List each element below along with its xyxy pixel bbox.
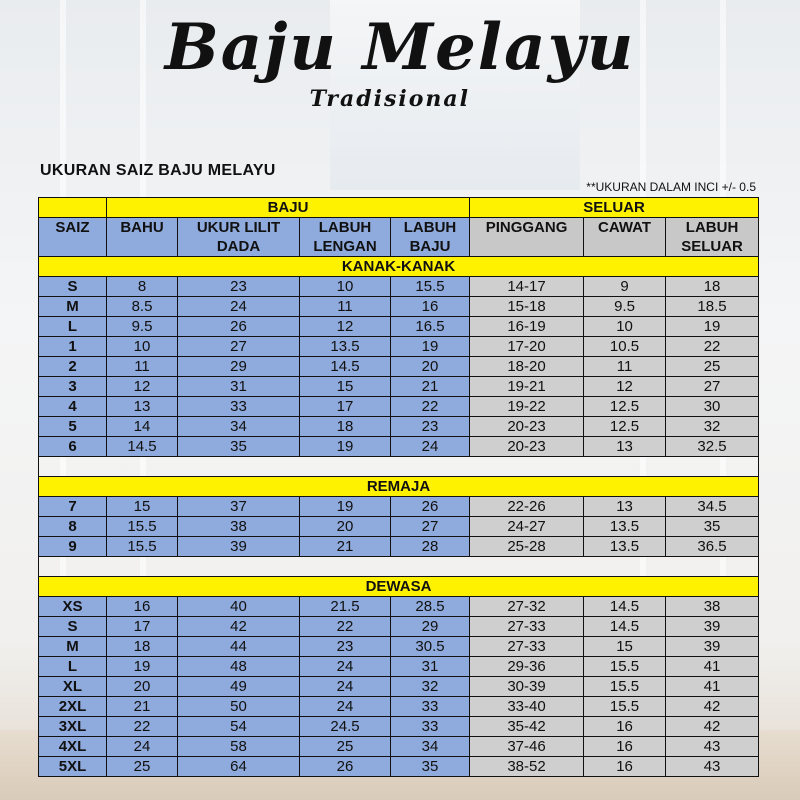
cell-dada: 35	[178, 437, 300, 457]
cell-cawat: 16	[584, 717, 666, 737]
cell-bahu: 25	[107, 757, 178, 777]
cell-pinggang: 20-23	[470, 417, 584, 437]
column-header-labuh-seluar: LABUH SELUAR	[666, 218, 759, 257]
cell-bahu: 15.5	[107, 537, 178, 557]
cell-labuh-baju: 21	[391, 377, 470, 397]
cell-labuh-baju: 19	[391, 337, 470, 357]
cell-size: L	[39, 317, 107, 337]
cell-labuh-baju: 24	[391, 437, 470, 457]
cell-labuh-lengan: 24.5	[300, 717, 391, 737]
cell-dada: 54	[178, 717, 300, 737]
cell-bahu: 10	[107, 337, 178, 357]
cell-labuh-seluar: 43	[666, 757, 759, 777]
cell-labuh-lengan: 24	[300, 677, 391, 697]
column-header-labuh-baju: LABUH BAJU	[391, 218, 470, 257]
cell-size: L	[39, 657, 107, 677]
cell-cawat: 15	[584, 637, 666, 657]
group-header-baju: BAJU	[107, 198, 470, 218]
cell-pinggang: 37-46	[470, 737, 584, 757]
group-header-row	[39, 198, 759, 218]
cell-size: 5	[39, 417, 107, 437]
cell-pinggang: 18-20	[470, 357, 584, 377]
cell-pinggang: 14-17	[470, 277, 584, 297]
cell-cawat: 10.5	[584, 337, 666, 357]
page-subtitle: Tradisional	[309, 86, 470, 112]
cell-bahu: 9.5	[107, 317, 178, 337]
table-row	[39, 377, 759, 397]
cell-bahu: 8.5	[107, 297, 178, 317]
cell-labuh-seluar: 43	[666, 737, 759, 757]
section-header-row	[39, 257, 759, 277]
table-row	[39, 637, 759, 657]
cell-dada: 31	[178, 377, 300, 397]
cell-labuh-seluar: 38	[666, 597, 759, 617]
cell-labuh-baju: 30.5	[391, 637, 470, 657]
cell-pinggang: 30-39	[470, 677, 584, 697]
cell-pinggang: 24-27	[470, 517, 584, 537]
cell-labuh-baju: 29	[391, 617, 470, 637]
table-row	[39, 617, 759, 637]
cell-labuh-lengan: 25	[300, 737, 391, 757]
cell-labuh-lengan: 21.5	[300, 597, 391, 617]
cell-pinggang: 27-33	[470, 617, 584, 637]
cell-dada: 49	[178, 677, 300, 697]
cell-labuh-lengan: 15	[300, 377, 391, 397]
cell-pinggang: 15-18	[470, 297, 584, 317]
cell-cawat: 9	[584, 277, 666, 297]
cell-labuh-seluar: 36.5	[666, 537, 759, 557]
cell-labuh-lengan: 26	[300, 757, 391, 777]
cell-size: S	[39, 277, 107, 297]
table-row	[39, 537, 759, 557]
cell-size: 4	[39, 397, 107, 417]
cell-dada: 38	[178, 517, 300, 537]
cell-size: XS	[39, 597, 107, 617]
cell-labuh-baju: 32	[391, 677, 470, 697]
cell-cawat: 14.5	[584, 597, 666, 617]
table-row	[39, 357, 759, 377]
cell-size: 9	[39, 537, 107, 557]
cell-labuh-lengan: 10	[300, 277, 391, 297]
section-header: KANAK-KANAK	[39, 257, 759, 277]
table-row	[39, 317, 759, 337]
cell-labuh-seluar: 32.5	[666, 437, 759, 457]
group-header-blank	[39, 198, 107, 218]
cell-bahu: 15.5	[107, 517, 178, 537]
cell-dada: 39	[178, 537, 300, 557]
table-row	[39, 297, 759, 317]
table-row	[39, 597, 759, 617]
cell-bahu: 13	[107, 397, 178, 417]
cell-labuh-baju: 23	[391, 417, 470, 437]
column-header-cawat: CAWAT	[584, 218, 666, 257]
cell-labuh-seluar: 41	[666, 657, 759, 677]
cell-size: M	[39, 637, 107, 657]
column-header-saiz: SAIZ	[39, 218, 107, 257]
cell-labuh-seluar: 27	[666, 377, 759, 397]
cell-pinggang: 19-22	[470, 397, 584, 417]
cell-labuh-seluar: 25	[666, 357, 759, 377]
cell-labuh-seluar: 32	[666, 417, 759, 437]
cell-labuh-lengan: 19	[300, 437, 391, 457]
cell-dada: 33	[178, 397, 300, 417]
table-row	[39, 417, 759, 437]
cell-size: 5XL	[39, 757, 107, 777]
cell-size: 7	[39, 497, 107, 517]
cell-labuh-lengan: 24	[300, 657, 391, 677]
table-row	[39, 517, 759, 537]
cell-cawat: 16	[584, 757, 666, 777]
section-gap	[39, 457, 759, 477]
cell-pinggang: 33-40	[470, 697, 584, 717]
size-table-body	[39, 257, 759, 777]
cell-bahu: 14	[107, 417, 178, 437]
cell-cawat: 16	[584, 737, 666, 757]
section-gap-cell	[39, 457, 759, 477]
page-title: Baju Melayu	[164, 10, 636, 85]
cell-bahu: 16	[107, 597, 178, 617]
cell-labuh-seluar: 39	[666, 637, 759, 657]
cell-labuh-baju: 31	[391, 657, 470, 677]
table-row	[39, 677, 759, 697]
cell-labuh-seluar: 19	[666, 317, 759, 337]
cell-labuh-lengan: 12	[300, 317, 391, 337]
cell-labuh-baju: 28.5	[391, 597, 470, 617]
cell-pinggang: 19-21	[470, 377, 584, 397]
cell-labuh-seluar: 34.5	[666, 497, 759, 517]
cell-labuh-seluar: 18	[666, 277, 759, 297]
cell-cawat: 13.5	[584, 517, 666, 537]
cell-labuh-seluar: 42	[666, 697, 759, 717]
table-row	[39, 657, 759, 677]
cell-dada: 26	[178, 317, 300, 337]
cell-labuh-baju: 35	[391, 757, 470, 777]
cell-pinggang: 20-23	[470, 437, 584, 457]
cell-labuh-baju: 27	[391, 517, 470, 537]
cell-labuh-seluar: 22	[666, 337, 759, 357]
cell-cawat: 11	[584, 357, 666, 377]
cell-cawat: 9.5	[584, 297, 666, 317]
section-header: REMAJA	[39, 477, 759, 497]
cell-pinggang: 16-19	[470, 317, 584, 337]
cell-pinggang: 17-20	[470, 337, 584, 357]
cell-dada: 42	[178, 617, 300, 637]
cell-pinggang: 25-28	[470, 537, 584, 557]
cell-labuh-lengan: 19	[300, 497, 391, 517]
cell-dada: 29	[178, 357, 300, 377]
cell-bahu: 22	[107, 717, 178, 737]
cell-labuh-lengan: 14.5	[300, 357, 391, 377]
table-row	[39, 737, 759, 757]
cell-labuh-lengan: 18	[300, 417, 391, 437]
cell-labuh-lengan: 17	[300, 397, 391, 417]
cell-size: M	[39, 297, 107, 317]
cell-bahu: 20	[107, 677, 178, 697]
cell-dada: 34	[178, 417, 300, 437]
cell-bahu: 15	[107, 497, 178, 517]
cell-labuh-baju: 34	[391, 737, 470, 757]
cell-bahu: 21	[107, 697, 178, 717]
column-header-bahu: BAHU	[107, 218, 178, 257]
cell-bahu: 18	[107, 637, 178, 657]
cell-pinggang: 27-32	[470, 597, 584, 617]
table-row	[39, 497, 759, 517]
table-row	[39, 757, 759, 777]
cell-labuh-seluar: 41	[666, 677, 759, 697]
section-header: DEWASA	[39, 577, 759, 597]
cell-pinggang: 35-42	[470, 717, 584, 737]
cell-bahu: 14.5	[107, 437, 178, 457]
cell-size: 3XL	[39, 717, 107, 737]
cell-dada: 48	[178, 657, 300, 677]
cell-cawat: 12.5	[584, 397, 666, 417]
chart-heading: UKURAN SAIZ BAJU MELAYU	[40, 162, 276, 179]
column-header-labuh-lengan: LABUH LENGAN	[300, 218, 391, 257]
cell-labuh-seluar: 39	[666, 617, 759, 637]
cell-bahu: 11	[107, 357, 178, 377]
table-row	[39, 437, 759, 457]
section-header-row	[39, 477, 759, 497]
cell-bahu: 24	[107, 737, 178, 757]
cell-dada: 44	[178, 637, 300, 657]
column-header-row	[39, 218, 759, 257]
column-header-dada: UKUR LILIT DADA	[178, 218, 300, 257]
cell-dada: 37	[178, 497, 300, 517]
cell-labuh-lengan: 21	[300, 537, 391, 557]
cell-cawat: 15.5	[584, 657, 666, 677]
cell-cawat: 12	[584, 377, 666, 397]
cell-cawat: 13	[584, 437, 666, 457]
cell-labuh-lengan: 11	[300, 297, 391, 317]
cell-cawat: 10	[584, 317, 666, 337]
cell-size: 3	[39, 377, 107, 397]
cell-cawat: 12.5	[584, 417, 666, 437]
section-header-row	[39, 577, 759, 597]
cell-size: S	[39, 617, 107, 637]
cell-dada: 50	[178, 697, 300, 717]
cell-labuh-seluar: 18.5	[666, 297, 759, 317]
cell-labuh-baju: 20	[391, 357, 470, 377]
cell-size: 8	[39, 517, 107, 537]
cell-dada: 64	[178, 757, 300, 777]
cell-labuh-baju: 22	[391, 397, 470, 417]
cell-labuh-seluar: 35	[666, 517, 759, 537]
cell-cawat: 14.5	[584, 617, 666, 637]
cell-bahu: 17	[107, 617, 178, 637]
table-row	[39, 397, 759, 417]
cell-size: 1	[39, 337, 107, 357]
cell-labuh-seluar: 30	[666, 397, 759, 417]
cell-labuh-seluar: 42	[666, 717, 759, 737]
cell-labuh-baju: 33	[391, 717, 470, 737]
cell-dada: 24	[178, 297, 300, 317]
table-row	[39, 717, 759, 737]
cell-size: XL	[39, 677, 107, 697]
cell-labuh-baju: 33	[391, 697, 470, 717]
table-row	[39, 277, 759, 297]
section-gap-cell	[39, 557, 759, 577]
cell-size: 6	[39, 437, 107, 457]
cell-dada: 27	[178, 337, 300, 357]
cell-pinggang: 38-52	[470, 757, 584, 777]
size-chart-table	[38, 197, 759, 777]
cell-cawat: 15.5	[584, 697, 666, 717]
cell-labuh-baju: 16.5	[391, 317, 470, 337]
cell-dada: 23	[178, 277, 300, 297]
cell-dada: 58	[178, 737, 300, 757]
cell-labuh-lengan: 13.5	[300, 337, 391, 357]
cell-size: 2	[39, 357, 107, 377]
cell-bahu: 19	[107, 657, 178, 677]
cell-dada: 40	[178, 597, 300, 617]
cell-pinggang: 22-26	[470, 497, 584, 517]
cell-labuh-baju: 16	[391, 297, 470, 317]
group-header-seluar: SELUAR	[470, 198, 759, 218]
cell-pinggang: 27-33	[470, 637, 584, 657]
cell-labuh-lengan: 22	[300, 617, 391, 637]
table-row	[39, 697, 759, 717]
cell-labuh-lengan: 24	[300, 697, 391, 717]
column-header-pinggang: PINGGANG	[470, 218, 584, 257]
cell-pinggang: 29-36	[470, 657, 584, 677]
cell-labuh-baju: 26	[391, 497, 470, 517]
cell-cawat: 13.5	[584, 537, 666, 557]
cell-labuh-baju: 15.5	[391, 277, 470, 297]
section-gap	[39, 557, 759, 577]
cell-bahu: 12	[107, 377, 178, 397]
cell-labuh-lengan: 20	[300, 517, 391, 537]
cell-labuh-lengan: 23	[300, 637, 391, 657]
cell-cawat: 13	[584, 497, 666, 517]
cell-bahu: 8	[107, 277, 178, 297]
cell-cawat: 15.5	[584, 677, 666, 697]
cell-size: 4XL	[39, 737, 107, 757]
cell-size: 2XL	[39, 697, 107, 717]
measurement-note: **UKURAN DALAM INCI +/- 0.5	[586, 180, 756, 194]
table-row	[39, 337, 759, 357]
cell-labuh-baju: 28	[391, 537, 470, 557]
